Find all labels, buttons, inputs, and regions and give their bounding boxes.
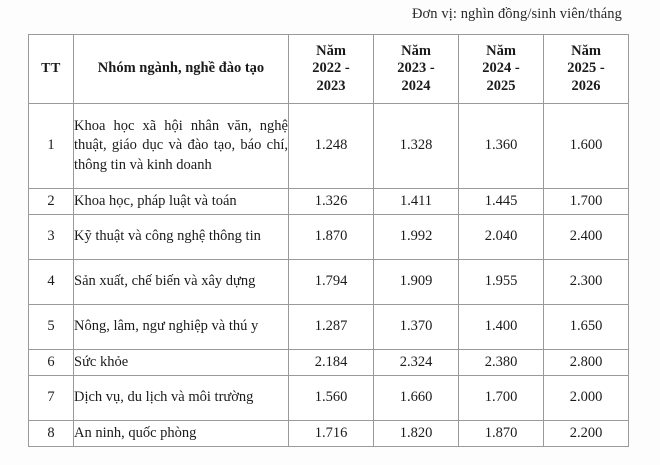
row-index: 6: [29, 350, 74, 376]
cell-2025-2026: 2.300: [544, 260, 629, 305]
cell-2025-2026: 2.400: [544, 215, 629, 260]
cell-2025-2026: 2.000: [544, 376, 629, 421]
table-row: [29, 376, 629, 421]
cell-2022-2023: 1.560: [289, 376, 374, 421]
table-row: [29, 421, 629, 447]
cell-2022-2023: 1.248: [289, 104, 374, 189]
cell-2022-2023: 1.716: [289, 421, 374, 447]
table-row: [29, 350, 629, 376]
cell-2023-2024: 1.411: [374, 189, 459, 215]
year-label-top: Năm: [486, 42, 516, 59]
row-name: Sức khỏe: [74, 350, 289, 376]
column-header-name: Nhóm ngành, nghề đào tạo: [74, 35, 289, 104]
cell-2025-2026: 2.800: [544, 350, 629, 376]
row-name: Nông, lâm, ngư nghiệp và thú y: [74, 305, 289, 350]
year-label-top: Năm: [571, 42, 601, 59]
column-header-index: TT: [29, 35, 74, 104]
table-row: [29, 215, 629, 260]
year-label-mid: 2022 -: [312, 60, 350, 77]
cell-2023-2024: 1.370: [374, 305, 459, 350]
year-label-bottom: 2024: [401, 77, 431, 94]
cell-2022-2023: 1.870: [289, 215, 374, 260]
fee-table-container: [28, 34, 628, 447]
fee-table: [28, 34, 629, 447]
row-index: 4: [29, 260, 74, 305]
cell-2022-2023: 1.326: [289, 189, 374, 215]
year-label-mid: 2024 -: [482, 60, 520, 77]
cell-2023-2024: 1.820: [374, 421, 459, 447]
row-name: Khoa học xã hội nhân văn, nghệ thuật, giáo dục và đào tạo, báo chí, thông tin và kinh doanh: [74, 104, 289, 189]
year-label-bottom: 2025: [486, 77, 516, 94]
year-label-bottom: 2023: [316, 77, 346, 94]
year-label-mid: 2023 -: [397, 60, 435, 77]
row-index: 1: [29, 104, 74, 189]
cell-2022-2023: 2.184: [289, 350, 374, 376]
cell-2023-2024: 1.328: [374, 104, 459, 189]
table-row: [29, 305, 629, 350]
row-index: 8: [29, 421, 74, 447]
cell-2024-2025: 2.380: [459, 350, 544, 376]
table-row: [29, 260, 629, 305]
row-index: 3: [29, 215, 74, 260]
table-row: [29, 104, 629, 189]
row-name: Sản xuất, chế biến và xây dựng: [74, 260, 289, 305]
column-header-year-2025-2026: [544, 35, 629, 104]
cell-2024-2025: 1.870: [459, 421, 544, 447]
column-header-year-2024-2025: [459, 35, 544, 104]
row-index: 7: [29, 376, 74, 421]
table-row: [29, 189, 629, 215]
year-label-mid: 2025 -: [567, 60, 605, 77]
row-name: Dịch vụ, du lịch và môi trường: [74, 376, 289, 421]
column-header-year-2023-2024: [374, 35, 459, 104]
cell-2024-2025: 1.955: [459, 260, 544, 305]
cell-2023-2024: 2.324: [374, 350, 459, 376]
cell-2024-2025: 1.700: [459, 376, 544, 421]
row-index: 5: [29, 305, 74, 350]
row-name: Khoa học, pháp luật và toán: [74, 189, 289, 215]
row-name: Kỹ thuật và công nghệ thông tin: [74, 215, 289, 260]
column-header-year-2022-2023: [289, 35, 374, 104]
year-label-bottom: 2026: [571, 77, 601, 94]
cell-2022-2023: 1.287: [289, 305, 374, 350]
cell-2025-2026: 2.200: [544, 421, 629, 447]
cell-2025-2026: 1.650: [544, 305, 629, 350]
year-label-top: Năm: [316, 42, 346, 59]
unit-note: Đơn vị: nghìn đồng/sinh viên/tháng: [411, 6, 622, 22]
row-index: 2: [29, 189, 74, 215]
cell-2023-2024: 1.909: [374, 260, 459, 305]
cell-2024-2025: 1.445: [459, 189, 544, 215]
cell-2023-2024: 1.992: [374, 215, 459, 260]
cell-2022-2023: 1.794: [289, 260, 374, 305]
cell-2024-2025: 1.400: [459, 305, 544, 350]
cell-2024-2025: 2.040: [459, 215, 544, 260]
year-label-top: Năm: [401, 42, 431, 59]
cell-2025-2026: 1.700: [544, 189, 629, 215]
table-body: [29, 104, 629, 447]
cell-2025-2026: 1.600: [544, 104, 629, 189]
cell-2024-2025: 1.360: [459, 104, 544, 189]
row-name: An ninh, quốc phòng: [74, 421, 289, 447]
header-row: [29, 35, 629, 104]
cell-2023-2024: 1.660: [374, 376, 459, 421]
table-header: [29, 35, 629, 104]
